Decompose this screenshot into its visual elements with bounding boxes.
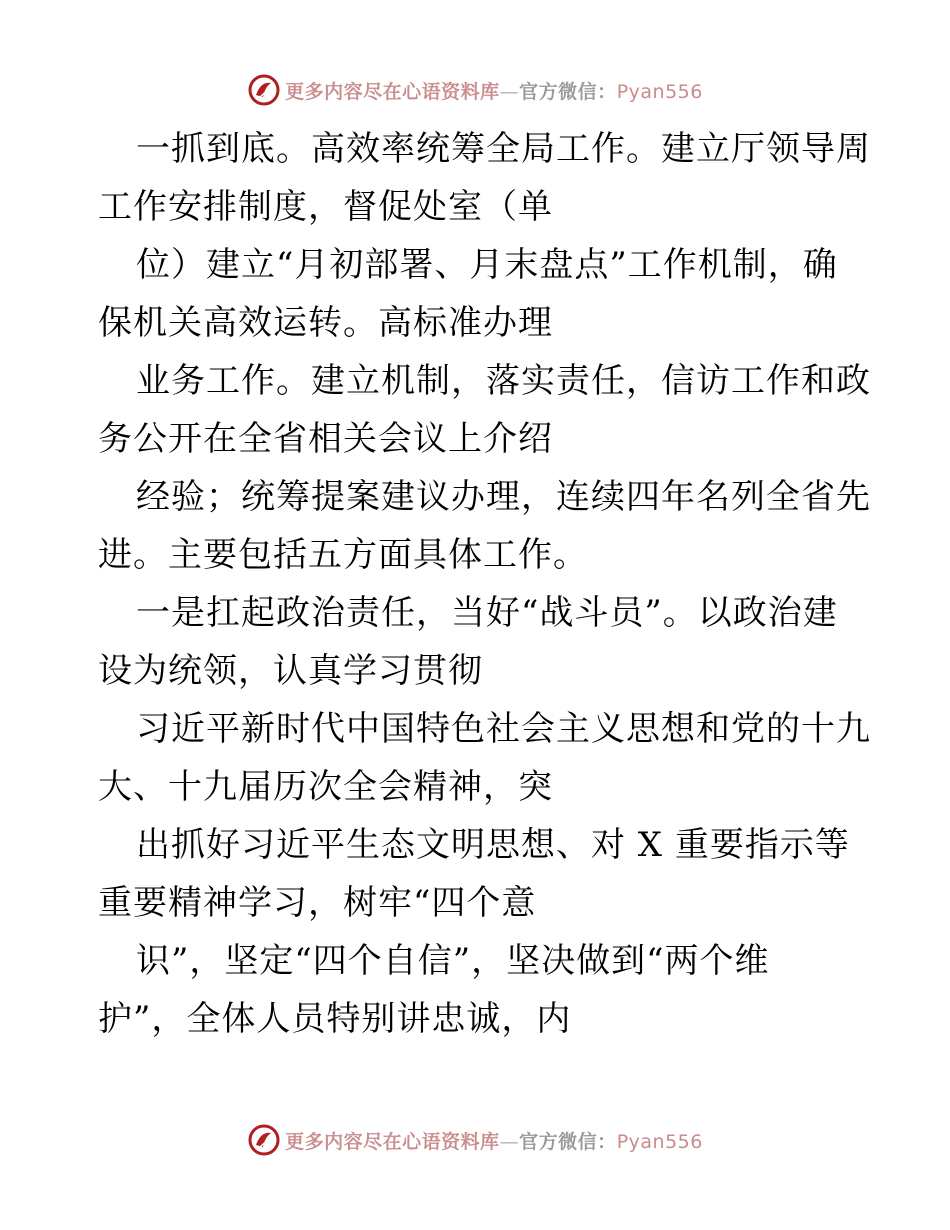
body-line: 识”，坚定“四个自信”，坚决做到“两个维 (136, 941, 770, 981)
body-line: 位）建立“月初部署、月末盘点”工作机制，确 (136, 245, 838, 285)
body-line: 一抓到底。高效率统筹全局工作。建立厅领导周 (136, 129, 871, 169)
body-line: 护”，全体人员特别讲忠诚，内 (98, 999, 572, 1039)
document-body (98, 120, 871, 1048)
header-banner (0, 70, 950, 110)
body-line: 务公开在全省相关会议上介绍 (98, 419, 553, 459)
body-line: 重要精神学习，树牢“四个意 (98, 883, 537, 923)
banner-wechat-id: Pyan556 (616, 80, 703, 103)
body-line: 进。主要包括五方面具体工作。 (98, 535, 588, 575)
body-line: 一是扛起政治责任，当好“战斗员”。以政治建 (136, 593, 838, 633)
logo-icon (247, 73, 281, 107)
banner-wechat-label: 官方微信： (519, 1130, 617, 1153)
body-line: 业务工作。建立机制，落实责任，信访工作和政 (136, 361, 871, 401)
banner-main-text: 更多内容尽在心语资料库 (285, 1130, 500, 1153)
body-line: 保机关高效运转。高标准办理 (98, 303, 553, 343)
banner-main-text: 更多内容尽在心语资料库 (285, 80, 500, 103)
body-line: 出抓好习近平生态文明思想、对 X 重要指示等 (136, 825, 850, 865)
body-line: 经验；统筹提案建议办理，连续四年名列全省先 (136, 477, 871, 517)
banner-separator: — (499, 1130, 520, 1153)
banner-wechat-label: 官方微信： (519, 80, 617, 103)
footer-banner (0, 1120, 950, 1160)
banner-separator: — (499, 80, 520, 103)
body-line: 工作安排制度，督促处室（单 (98, 187, 553, 227)
body-line: 设为统领，认真学习贯彻 (98, 651, 483, 691)
body-line: 习近平新时代中国特色社会主义思想和党的十九 (136, 709, 871, 749)
body-line: 大、十九届历次全会精神，突 (98, 767, 553, 807)
logo-icon (247, 1123, 281, 1157)
banner-wechat-id: Pyan556 (616, 1130, 703, 1153)
